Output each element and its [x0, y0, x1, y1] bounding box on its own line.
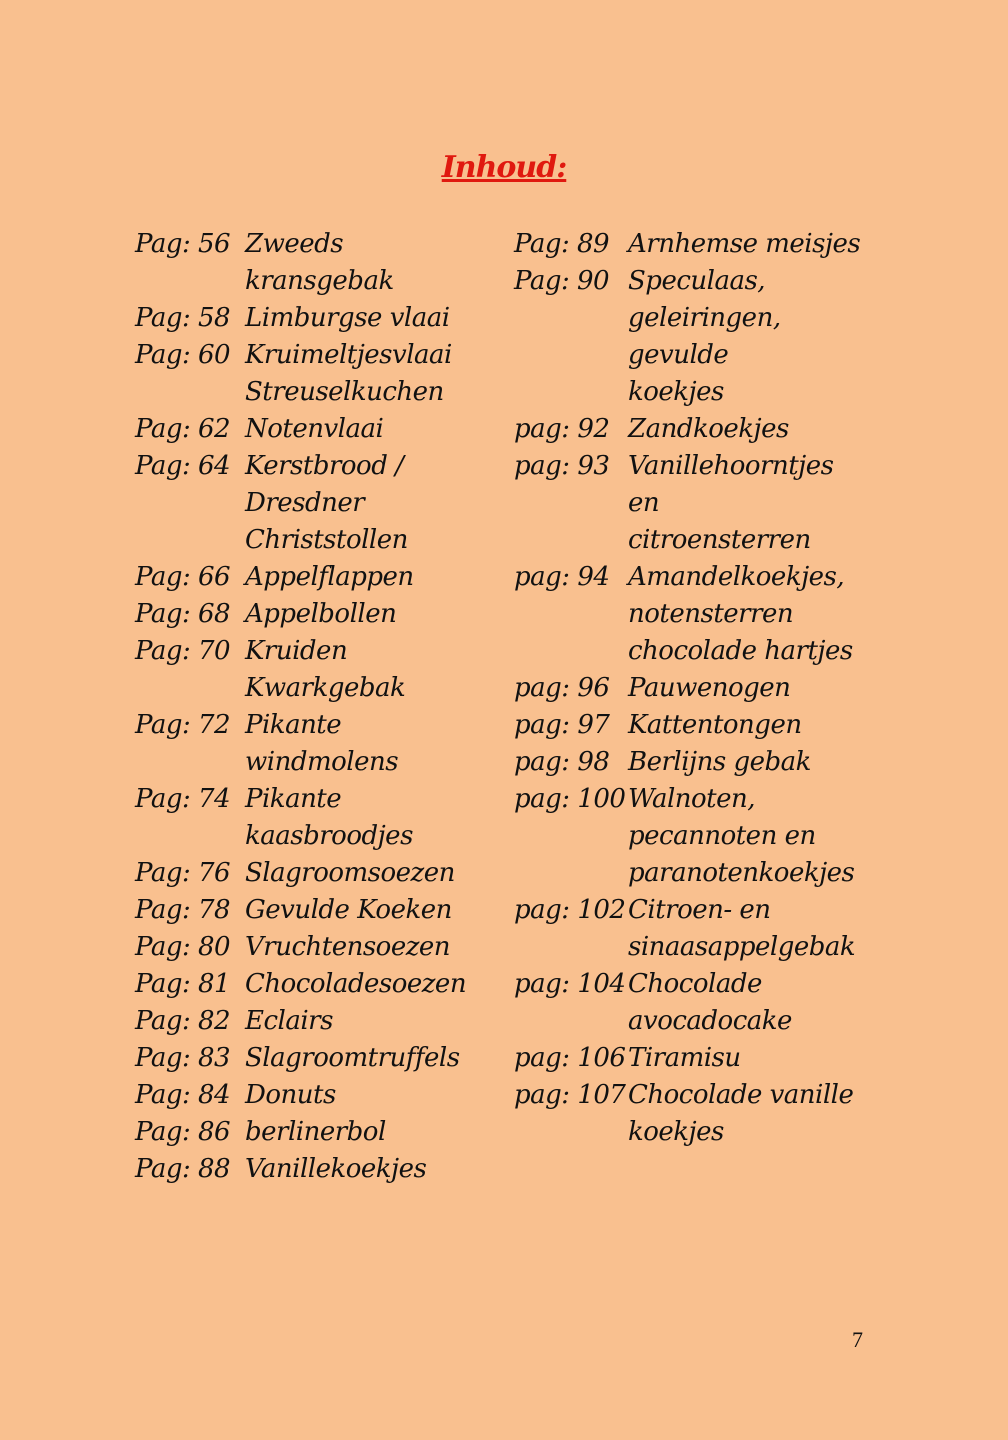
toc-page-ref: pag: 100: [514, 784, 626, 814]
toc-recipe-title: Pauwenogen: [628, 673, 791, 703]
toc-page-ref: Pag: 82: [135, 1006, 231, 1036]
toc-page-ref: Pag: 70: [135, 636, 231, 666]
toc-entry: [514, 707, 868, 744]
toc-page-ref: pag: 96: [514, 673, 610, 703]
toc-recipe-title: Pikante kaasbroodjes: [245, 784, 413, 851]
toc-entry: [135, 1003, 490, 1040]
toc-entry: [514, 411, 868, 448]
toc-page-ref: pag: 107: [514, 1080, 626, 1110]
toc-recipe-title: Citroen- en sinaasappelgebak: [628, 895, 856, 962]
toc-page-ref: Pag: 68: [135, 599, 231, 629]
toc-page-ref: pag: 92: [514, 414, 610, 444]
toc-entry: [135, 707, 490, 781]
toc-recipe-title: Appelflappen: [245, 562, 414, 592]
toc-entry: [514, 781, 868, 892]
toc-entry: [135, 226, 490, 300]
toc-page-ref: pag: 104: [514, 969, 626, 999]
toc-page-ref: Pag: 58: [135, 303, 231, 333]
toc-recipe-title: Kruiden Kwarkgebak: [245, 636, 406, 703]
toc-page-ref: Pag: 74: [135, 784, 231, 814]
toc-recipe-title: Vanillehoorntjes en citroensterren: [628, 451, 834, 555]
toc-left-column: [135, 226, 490, 1188]
toc-page-ref: pag: 94: [514, 562, 610, 592]
toc-recipe-title: Gevulde Koeken: [245, 895, 452, 925]
toc-page-ref: pag: 102: [514, 895, 626, 925]
toc-page-ref: Pag: 78: [135, 895, 231, 925]
toc-recipe-title: Berlijns gebak: [628, 747, 811, 777]
toc-page-ref: pag: 106: [514, 1043, 626, 1073]
toc-page-ref: Pag: 66: [135, 562, 231, 592]
toc-recipe-title: Slagroomsoezen: [245, 858, 455, 888]
toc-entry: [514, 559, 868, 670]
toc-entry: [514, 966, 868, 1040]
toc-entry: [514, 1077, 868, 1151]
toc-page-ref: Pag: 83: [135, 1043, 231, 1073]
toc-recipe-title: Kruimeltjesvlaai Streuselkuchen: [245, 340, 452, 407]
toc-page-ref: Pag: 72: [135, 710, 231, 740]
toc-recipe-title: Vruchtensoezen: [245, 932, 451, 962]
page-title: Inhoud:: [441, 150, 567, 185]
toc-entry: [514, 744, 868, 781]
toc-page-ref: Pag: 64: [135, 451, 231, 481]
toc-entry: [135, 559, 490, 596]
toc-page-ref: Pag: 80: [135, 932, 231, 962]
toc-recipe-title: Chocolade vanille koekjes: [628, 1080, 854, 1147]
toc-recipe-title: Speculaas, geleiringen, gevulde koekjes: [628, 266, 781, 407]
toc-recipe-title: Arnhemse meisjes: [628, 229, 861, 259]
toc-recipe-title: Appelbollen: [245, 599, 397, 629]
toc-entry: [135, 337, 490, 411]
toc-page-ref: Pag: 90: [514, 266, 610, 296]
toc-entry: [135, 1114, 490, 1151]
toc-entry: [514, 448, 868, 559]
toc-recipe-title: Donuts: [245, 1080, 336, 1110]
toc-recipe-title: Kattentongen: [628, 710, 802, 740]
toc-recipe-title: Kerstbrood / Dresdner Christstollen: [245, 451, 408, 555]
toc-recipe-title: Chocoladesoezen: [245, 969, 467, 999]
toc-entry: [135, 1077, 490, 1114]
toc-page-ref: Pag: 62: [135, 414, 231, 444]
toc-recipe-title: Walnoten, pecannoten en paranotenkoekjes: [628, 784, 855, 888]
toc-entry: [514, 263, 868, 411]
toc-recipe-title: Amandelkoekjes, notensterren chocolade hartjes: [628, 562, 853, 666]
toc-page-ref: pag: 97: [514, 710, 610, 740]
toc-page-ref: Pag: 84: [135, 1080, 231, 1110]
toc-page-ref: Pag: 81: [135, 969, 231, 999]
toc-recipe-title: Slagroomtruffels: [245, 1043, 460, 1073]
toc-recipe-title: berlinerbol: [245, 1117, 386, 1147]
toc-recipe-title: Pikante windmolens: [245, 710, 399, 777]
toc-entry: [135, 892, 490, 929]
toc-entry: [514, 1040, 868, 1077]
toc-entry: [135, 448, 490, 559]
toc-entry: [135, 855, 490, 892]
page-number: 7: [852, 1327, 863, 1352]
toc-entry: [514, 226, 868, 263]
toc-recipe-title: Vanillekoekjes: [245, 1154, 427, 1184]
toc-entry: [135, 929, 490, 966]
toc-recipe-title: Zandkoekjes: [628, 414, 789, 444]
toc-right-column: [514, 226, 868, 1151]
toc-page-ref: Pag: 86: [135, 1117, 231, 1147]
toc-page-ref: Pag: 76: [135, 858, 231, 888]
toc-entry: [514, 892, 868, 966]
toc-recipe-title: Notenvlaai: [245, 414, 384, 444]
toc-entry: [135, 633, 490, 707]
toc-recipe-title: Zweeds kransgebak: [245, 229, 394, 296]
toc-entry: [514, 670, 868, 707]
toc-entry: [135, 966, 490, 1003]
toc-entry: [135, 781, 490, 855]
toc-page-ref: Pag: 88: [135, 1154, 231, 1184]
toc-page-ref: Pag: 89: [514, 229, 610, 259]
toc-page-ref: pag: 93: [514, 451, 610, 481]
toc-recipe-title: Eclairs: [245, 1006, 333, 1036]
toc-page-ref: Pag: 60: [135, 340, 231, 370]
toc-page-ref: pag: 98: [514, 747, 610, 777]
toc-recipe-title: Limburgse vlaai: [245, 303, 450, 333]
toc-recipe-title: Tiramisu: [628, 1043, 741, 1073]
toc-entry: [135, 596, 490, 633]
toc-entry: [135, 300, 490, 337]
toc-entry: [135, 411, 490, 448]
toc-entry: [135, 1040, 490, 1077]
toc-entry: [135, 1151, 490, 1188]
toc-page-ref: Pag: 56: [135, 229, 231, 259]
toc-recipe-title: Chocolade avocadocake: [628, 969, 792, 1036]
